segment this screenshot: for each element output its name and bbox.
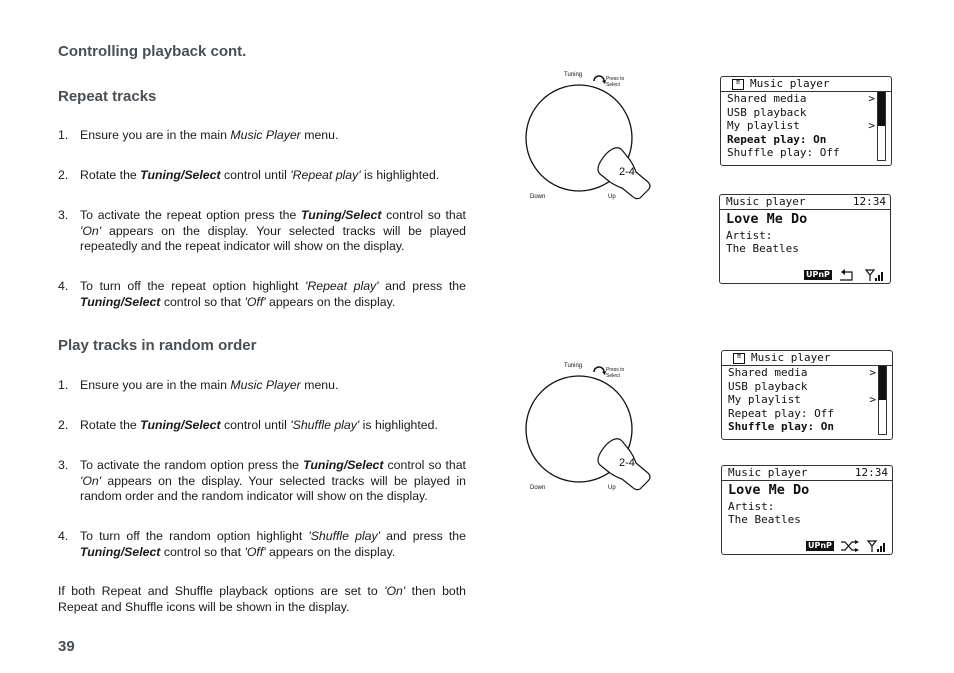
step-text <box>80 128 466 144</box>
text-run: and press the <box>378 279 466 293</box>
chevron-right-icon: > <box>869 366 876 379</box>
text-run: and press the <box>380 529 466 543</box>
now-playing-display-repeat <box>719 194 891 284</box>
menu-title: Music player <box>751 351 831 364</box>
list-icon: ≡ <box>733 353 745 364</box>
now-playing-display-shuffle <box>721 465 893 555</box>
page-heading: Controlling playback cont. <box>58 43 247 60</box>
step-number: 2. <box>58 418 69 432</box>
section-title-repeat: Repeat tracks <box>58 88 157 105</box>
text-run: control so that <box>381 208 466 222</box>
repeat-step-3 <box>58 208 466 255</box>
step-text <box>80 168 466 184</box>
text-run: Tuning/Select <box>140 418 221 432</box>
track-title: Love Me Do <box>728 482 810 498</box>
step-text <box>80 529 466 560</box>
text-run: menu. <box>300 378 339 392</box>
scrollbar <box>877 91 886 161</box>
clock: 12:34 <box>854 466 888 479</box>
repeat-step-1 <box>58 128 466 144</box>
signal-strength-icon <box>867 539 887 553</box>
page-number: 39 <box>58 638 75 655</box>
clock: 12:34 <box>852 195 886 208</box>
select-label: Select <box>606 373 620 379</box>
text-run: then both Repeat and Shuffle icons will be shown in the display. <box>58 584 467 614</box>
text-run: 'Shuffle play' <box>308 529 381 543</box>
menu-display-shuffle <box>721 350 893 440</box>
text-run: appears on the display. Your selected tracks will be played in random order and the random indicator will show on the display. <box>80 473 466 503</box>
step-number: 3. <box>58 458 69 472</box>
text-run: To activate the random option press the <box>80 458 304 472</box>
menu-item[interactable]: USB playback <box>728 379 808 393</box>
text-run: Music Player <box>230 378 301 392</box>
text-run: Music Player <box>230 128 301 142</box>
artist-label: Artist: <box>728 500 775 513</box>
menu-title: Music player <box>750 77 830 90</box>
shuffle-step-3 <box>58 458 466 505</box>
menu-item[interactable]: USB playback <box>727 105 807 119</box>
list-icon: ≡ <box>732 79 744 90</box>
artist-label: Artist: <box>726 229 773 242</box>
menu-item[interactable]: Repeat play: On <box>727 132 827 146</box>
text-run: Tuning/Select <box>301 208 382 222</box>
text-run: To turn off the repeat option highlight <box>80 279 306 293</box>
text-run: menu. <box>300 128 339 142</box>
text-run: 'On' <box>80 223 102 238</box>
scrollbar <box>878 365 887 435</box>
menu-item[interactable]: Shared media <box>728 366 808 379</box>
repeat-step-4 <box>58 279 466 310</box>
tuning-dial-graphic <box>520 70 660 205</box>
text-run: control so that <box>160 294 245 309</box>
step-number: 4. <box>58 529 69 543</box>
step-range-label: 2-4 <box>619 457 635 469</box>
text-run: control so that <box>160 544 245 559</box>
text-run: 'Shuffle play' <box>290 418 360 432</box>
artist-name: The Beatles <box>726 242 799 255</box>
chevron-right-icon: > <box>869 393 876 406</box>
text-run: Ensure you are in the main <box>80 128 231 142</box>
up-label: Up <box>608 194 616 200</box>
shuffle-step-2 <box>58 418 466 434</box>
text-run: appears on the display. <box>265 544 396 559</box>
tuning-dial-diagram-2 <box>520 361 660 496</box>
upnp-badge: UPnP <box>806 270 830 279</box>
playing-title: Music player <box>728 466 808 479</box>
menu-display-repeat <box>720 76 892 166</box>
tuning-dial-diagram-1 <box>520 70 660 205</box>
text-run: control so that <box>383 458 466 472</box>
text-run: control until <box>220 168 291 182</box>
text-run: To turn off the random option highlight <box>80 529 309 543</box>
step-text <box>80 418 466 434</box>
chevron-right-icon: > <box>868 119 875 132</box>
track-title: Love Me Do <box>726 211 808 227</box>
playing-title: Music player <box>726 195 806 208</box>
text-run: 'On' <box>384 584 406 598</box>
step-number: 2. <box>58 168 69 182</box>
step-text <box>80 378 466 394</box>
footer-note <box>58 584 466 615</box>
down-label: Down <box>530 194 546 200</box>
step-number: 1. <box>58 128 69 142</box>
menu-header <box>722 351 892 366</box>
text-run: Rotate the <box>80 168 141 182</box>
step-number: 4. <box>58 279 69 293</box>
down-label: Down <box>530 485 546 491</box>
text-run: Rotate the <box>80 418 141 432</box>
tuning-dial-graphic <box>520 361 660 496</box>
shuffle-step-1 <box>58 378 466 394</box>
playing-header <box>722 466 892 481</box>
text-run: appears on the display. Your selected tracks will be played repeatedly and the repeat indicator will show on the display. <box>80 223 466 253</box>
text-run: control until <box>220 418 291 432</box>
menu-item[interactable]: Shared media <box>727 92 807 105</box>
select-label: Select <box>606 82 620 88</box>
text-run: 'On' <box>80 473 102 488</box>
text-run: Tuning/Select <box>80 294 161 309</box>
playing-header <box>720 195 890 210</box>
press-to-label: Press to <box>606 367 625 373</box>
chevron-right-icon: > <box>868 92 875 105</box>
text-run: Tuning/Select <box>303 458 384 472</box>
up-label: Up <box>608 485 616 491</box>
text-run: appears on the display. <box>265 294 396 309</box>
text-run: Tuning/Select <box>80 544 161 559</box>
menu-item[interactable]: Repeat play: Off <box>728 406 834 420</box>
artist-name: The Beatles <box>728 513 801 526</box>
text-run: Tuning/Select <box>140 168 221 182</box>
text-run: If both Repeat and Shuffle playback options are set to <box>58 584 385 598</box>
menu-item[interactable]: Shuffle play: Off <box>727 146 840 159</box>
text-run: is highlighted. <box>360 168 440 182</box>
repeat-icon <box>838 268 856 282</box>
tuning-label: Tuning <box>564 72 583 78</box>
menu-header <box>721 77 891 92</box>
text-run: Ensure you are in the main <box>80 378 231 392</box>
tuning-label: Tuning <box>564 363 583 369</box>
menu-item[interactable]: My playlist <box>728 393 801 406</box>
shuffle-step-4 <box>58 529 466 560</box>
shuffle-icon <box>840 539 860 553</box>
menu-item[interactable]: Shuffle play: On <box>728 420 834 433</box>
step-number: 1. <box>58 378 69 392</box>
step-text <box>80 279 466 310</box>
signal-strength-icon <box>865 268 885 282</box>
step-range-label: 2-4 <box>619 166 635 178</box>
text-run: To activate the repeat option press the <box>80 208 302 222</box>
step-text <box>80 208 466 255</box>
text-run: 'Off' <box>244 544 266 559</box>
step-text <box>80 458 466 505</box>
upnp-badge: UPnP <box>808 541 832 550</box>
step-number: 3. <box>58 208 69 222</box>
repeat-step-2 <box>58 168 466 184</box>
text-run: is highlighted. <box>359 418 438 432</box>
press-to-label: Press to <box>606 76 625 82</box>
text-run: 'Repeat play' <box>305 279 379 293</box>
section-title-shuffle: Play tracks in random order <box>58 337 257 354</box>
menu-item[interactable]: My playlist <box>727 119 800 132</box>
text-run: 'Repeat play' <box>290 168 361 182</box>
text-run: 'Off' <box>244 294 266 309</box>
